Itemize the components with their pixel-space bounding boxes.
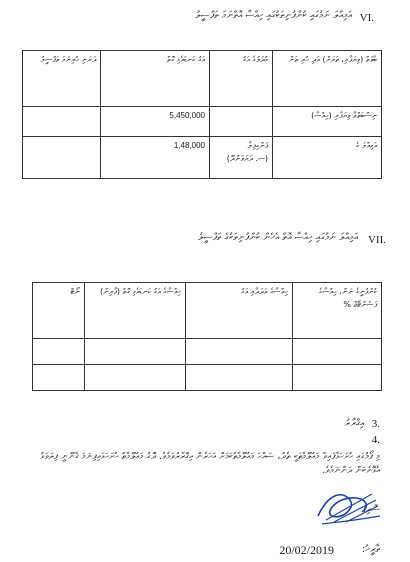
table-header: ހިއްސާގެ ޢަދަދާއި އަގު: [186, 283, 293, 339]
table-cell: [186, 339, 293, 365]
table-cell: [33, 365, 85, 391]
table-header: ކުންފުނީގެ ނަން، ހިއްސާގެ ޕަސެންޓޭޖް %: [293, 283, 382, 339]
table-row: [23, 107, 382, 137]
table-cell: [293, 365, 382, 391]
signature-image: [312, 486, 384, 530]
section-7-number: VII.: [367, 234, 386, 246]
date-value: 20/02/2019: [279, 543, 334, 557]
section-7-text: އަމިއްލަ ނަމުގައި ހިއްސާ އޮތް އެހެން ކުންފުނިތަކުގެ ތަފްސީލު: [197, 232, 358, 243]
item-4-number: 4.: [371, 434, 380, 446]
section-6-number: VI.: [359, 12, 374, 24]
value-cell: 5,450,000: [101, 107, 210, 137]
table-header: މުދަލުގެ އަގު: [210, 51, 273, 107]
table-header: އަގު ކަނޑައެޅި ގޮތް: [101, 51, 210, 107]
shares-table: [32, 282, 382, 391]
item-3-number: 3.: [371, 418, 380, 430]
table-cell: ނިސްބަތްވާ ވިޔަފާރި (ހިއްސާ): [273, 107, 382, 137]
note-cell-sub: (ސ. ދަރަވަންދޫ): [226, 154, 268, 163]
table-cell: [33, 339, 85, 365]
table-cell: [23, 137, 101, 179]
value-cell: 1,48,000: [101, 137, 210, 179]
table-row: [23, 137, 382, 179]
note-cell: ފަންގިފިލާ: [247, 141, 268, 150]
table-cell: އަމިއްލަ ގެ: [273, 137, 382, 179]
table-cell: [23, 107, 101, 137]
table-cell: [210, 137, 273, 179]
assets-table: [22, 50, 382, 179]
table-header: ދަރަނި ހުރިނަމަ ތަފްސީލު: [23, 51, 101, 107]
table-cell: [210, 107, 273, 137]
table-cell: [186, 365, 293, 391]
table-cell: [85, 339, 186, 365]
table-header: ހިއްސާގެ އަގު ކަނޑައެޅި ގޮތް (ފާރިން): [85, 283, 186, 339]
table-header: ނޯޓް: [33, 283, 85, 339]
table-header: ބާވަތް (ވިޔަފާރި، ތަރަށް) އަދި ހުރި ތަން: [273, 51, 382, 107]
signature-label: ސޮއި:: [363, 504, 380, 515]
section-6-text: އަމިއްލަ ނަމުގައި ކުންފުނިތަކުގައި ހިއްސާ އޮތްނަމަ ތަފްސީލު: [195, 10, 352, 21]
item-4-text: މި ފޯމުގައި ހުށަހަޅާފައިވާ މަޢުލޫމާތަކީ ތެދު، ޞައްޙަ މަޢުލޫމާތުކަމަށް އަހަރެން އިޤްރާރުވަމެވެ. ދޮގު މަޢުލޫމާތު ހުށަހަޅައިފިނަމަ ޤާނޫނީ ފިޔަވަޅު އެޅޭނެކަން ދަންނަމެވެ.: [40, 451, 380, 476]
table-cell: [293, 339, 382, 365]
table-row: [33, 339, 382, 365]
table-cell: [85, 365, 186, 391]
item-3-text: އިޤްރާރު: [344, 418, 364, 429]
table-row: [33, 365, 382, 391]
date-label: ތާރީޚު:: [361, 544, 380, 555]
